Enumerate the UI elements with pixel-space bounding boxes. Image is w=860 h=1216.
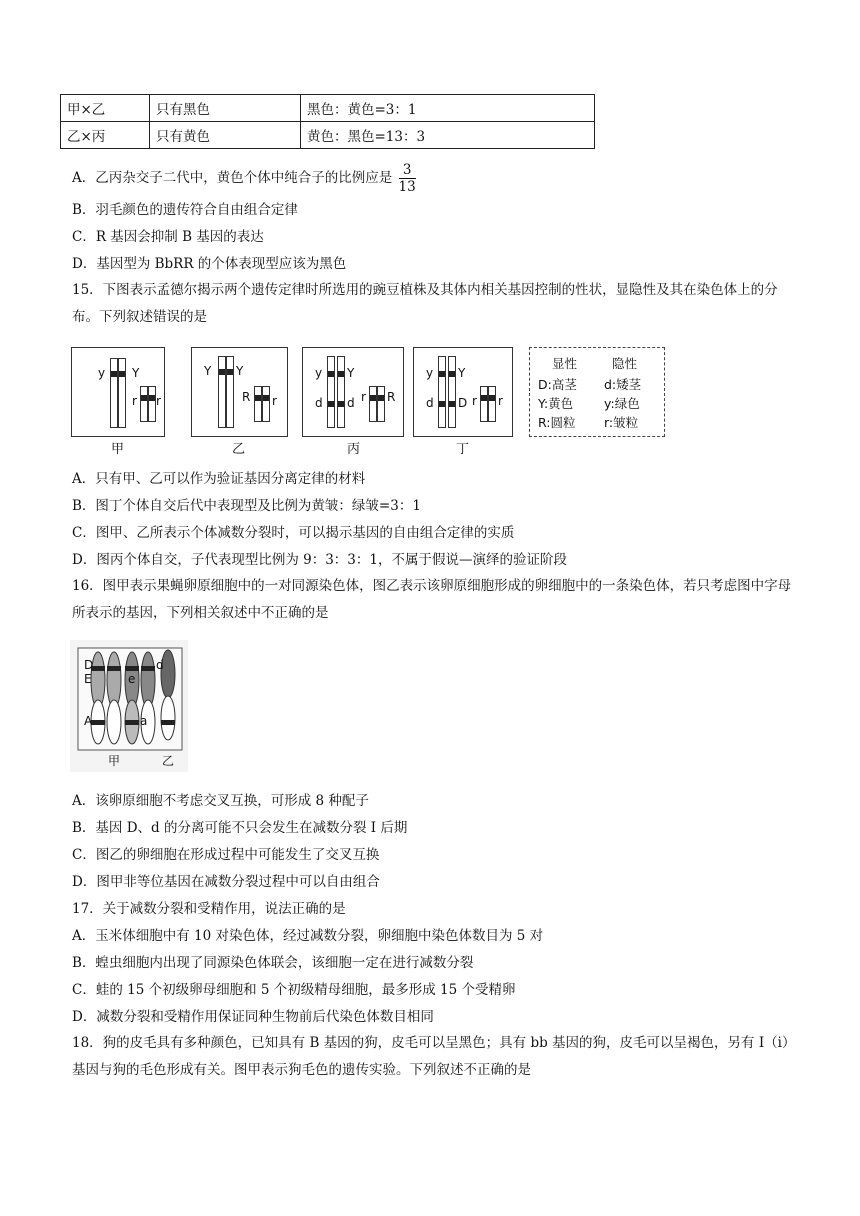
caption-yi: 乙 — [232, 442, 246, 457]
chromosome — [438, 356, 446, 428]
cell-diagram-jia — [71, 347, 165, 437]
gene-label: Y — [458, 366, 466, 380]
gene-label: Y — [347, 366, 355, 380]
gene-label: Y — [236, 364, 244, 378]
gene-label: d — [426, 396, 434, 410]
cell-diagram-bing — [302, 347, 404, 437]
q16-option-a: A．该卵原细胞不考虑交叉互换，可形成 8 种配子 — [72, 793, 369, 809]
cell-diagram-yi — [191, 347, 288, 437]
gene-label-E: E — [84, 672, 92, 686]
table-row — [61, 122, 595, 149]
table-cell: 甲×乙 — [61, 95, 150, 122]
caption-fig-jia: 甲 — [108, 754, 121, 768]
q15-option-d: D．图丙个体自交，子代表现型比例为 9：3：3：1，不属于假说—演绎的验证阶段 — [72, 552, 567, 568]
gene-label: D — [458, 396, 468, 410]
gene-label: y — [426, 366, 434, 380]
q15-option-a: A．只有甲、乙可以作为验证基因分离定律的材料 — [72, 471, 366, 487]
trait-legend — [529, 347, 665, 437]
caption-bing: 丙 — [347, 442, 361, 457]
chromosome — [488, 386, 496, 422]
gene-label: y — [315, 366, 323, 380]
chromosome — [118, 358, 126, 428]
chromosome — [369, 386, 377, 422]
table-cell: 乙×丙 — [61, 122, 150, 149]
q17-option-a: A．玉米体细胞中有 10 对染色体，经过减数分裂，卵细胞中染色体数目为 5 对 — [72, 928, 544, 944]
q15-option-c: C．图甲、乙所表示个体减数分裂时，可以揭示基因的自由组合定律的实质 — [72, 525, 515, 541]
table-cell: 黑色：黄色=3：1 — [301, 95, 595, 122]
legend-dominant-header: 显性 — [552, 356, 578, 371]
q17-option-d: D．减数分裂和受精作用保证同种生物前后代染色体数目相同 — [72, 1009, 434, 1025]
gene-label: d — [347, 396, 355, 410]
chromosome — [480, 386, 488, 422]
gene-label: r — [498, 394, 503, 408]
table-cell: 黄色：黑色=13：3 — [301, 122, 595, 149]
table-row — [61, 95, 595, 122]
legend-item: r:皱粒 — [604, 415, 639, 430]
legend-item: y:绿色 — [604, 396, 640, 411]
cell-diagram-ding — [413, 347, 513, 437]
q15-stem: 15．下图表示孟德尔揭示两个遗传定律时所选用的豌豆植株及其体内相关基因控制的性状，显隐性及其在染色体上的分布。下列叙述错误的是 — [72, 282, 778, 325]
q18-stem: 18．狗的皮毛具有多种颜色，已知具有 B 基因的狗，皮毛可以呈黑色；具有 bb 基因的狗，皮毛可以呈褐色，另有 I（i）基因与狗的毛色形成有关。图甲表示狗毛色的遗传实验。下列叙述不正确的是 — [72, 1035, 796, 1078]
q16-option-b: B．基因 D、d 的分离可能不只会发生在减数分裂 I 后期 — [72, 820, 408, 836]
q17-stem: 17．关于减数分裂和受精作用，说法正确的是 — [72, 901, 346, 917]
gene-label-A: A — [84, 714, 93, 728]
q14-option-b: B．羽毛颜色的遗传符合自由组合定律 — [72, 202, 298, 218]
q16-option-d: D．图甲非等位基因在减数分裂过程中可以自由组合 — [72, 874, 380, 890]
gene-label-d: d — [156, 658, 164, 672]
gene-label: Y — [204, 364, 212, 378]
legend-item: Y:黄色 — [538, 396, 574, 411]
q16-option-c: C．图乙的卵细胞在形成过程中可能发生了交叉互换 — [72, 847, 380, 863]
chromosome — [448, 356, 456, 428]
homologous-chromosome-figure — [70, 640, 188, 772]
chromosome — [327, 356, 335, 428]
fraction-numerator: 3 — [399, 162, 416, 179]
q14-option-a-text: A．乙丙杂交子二代中，黄色个体中纯合子的比例应是 — [72, 170, 393, 186]
gene-label-D: D — [84, 658, 94, 672]
table-cell: 只有黄色 — [150, 122, 301, 149]
chromosome — [218, 356, 226, 428]
gene-label: R — [387, 390, 396, 404]
gene-label: d — [315, 396, 323, 410]
q14-option-a — [72, 162, 416, 195]
chromosome — [148, 386, 156, 422]
legend-item: R:圆粒 — [538, 415, 576, 430]
legend-item: D:高茎 — [538, 377, 577, 392]
chromosome — [262, 386, 270, 422]
caption-jia: 甲 — [111, 442, 125, 457]
q14-option-d: D．基因型为 BbRR 的个体表现型应该为黑色 — [72, 256, 347, 272]
caption-fig-yi: 乙 — [162, 754, 175, 768]
chromosome — [254, 386, 262, 422]
table-cell: 只有黑色 — [150, 95, 301, 122]
gene-label: Y — [132, 366, 140, 380]
q16-stem: 16．图甲表示果蝇卵原细胞中的一对同源染色体，图乙表示该卵原细胞形成的卵细胞中的一条染色体，若只考虑图中字母所表示的基因，下列相关叙述中不正确的是 — [72, 578, 792, 621]
gene-label: r — [472, 394, 477, 408]
q17-option-c: C．蛙的 15 个初级卵母细胞和 5 个初级精母细胞，最多形成 15 个受精卵 — [72, 982, 516, 998]
chromosome — [226, 356, 234, 428]
chromosome — [110, 358, 118, 428]
fraction — [399, 162, 416, 195]
q17-option-b: B．蝗虫细胞内出现了同源染色体联会，该细胞一定在进行减数分裂 — [72, 955, 474, 971]
cross-results-table — [60, 94, 595, 149]
gene-label: r — [156, 394, 161, 408]
chromosome — [337, 356, 345, 428]
caption-ding: 丁 — [456, 442, 470, 457]
gene-label: r — [272, 394, 277, 408]
fraction-denominator: 13 — [398, 179, 416, 195]
chromosome — [377, 386, 385, 422]
q14-option-c: C．R 基因会抑制 B 基因的表达 — [72, 229, 264, 245]
q15-option-b: B．图丁个体自交后代中表现型及比例为黄皱：绿皱=3：1 — [72, 498, 421, 514]
gene-label: r — [132, 394, 137, 408]
gene-label: R — [242, 390, 251, 404]
gene-label: r — [361, 390, 366, 404]
legend-item: d:矮茎 — [604, 377, 642, 392]
gene-label-a: a — [140, 714, 148, 728]
chromosome — [140, 386, 148, 422]
legend-recessive-header: 隐性 — [612, 356, 638, 371]
gene-label-e: e — [128, 672, 136, 686]
gene-label: y — [98, 366, 106, 380]
